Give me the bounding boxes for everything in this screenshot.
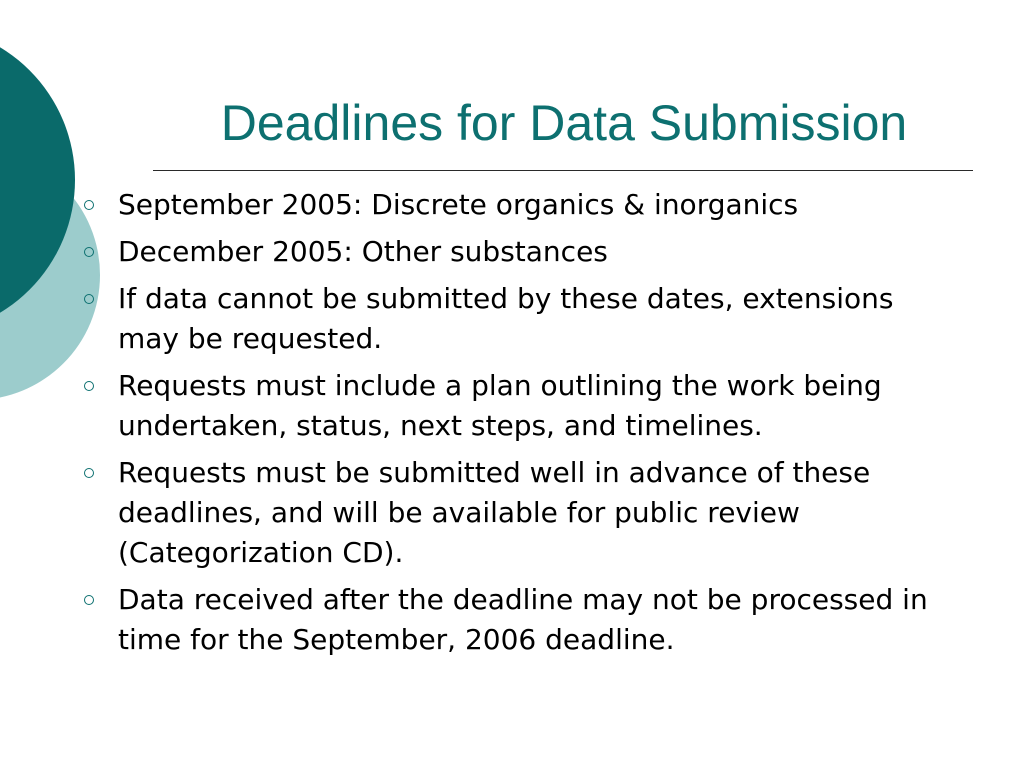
bullet-item: [80, 279, 940, 359]
bullet-item: [80, 580, 940, 660]
bullet-text: September 2005: Discrete organics & inorganics: [118, 188, 799, 221]
bullet-item: [80, 232, 940, 272]
bullet-text: Requests must be submitted well in advance of these deadlines, and will be available for public review (Categorization CD).: [118, 456, 871, 569]
bullet-circle-icon: [84, 247, 94, 257]
bullet-circle-icon: [84, 468, 94, 478]
bullet-text: Data received after the deadline may not be processed in time for the September, 2006 deadline.: [118, 583, 928, 656]
bullet-item: [80, 185, 940, 225]
bullet-circle-icon: [84, 294, 94, 304]
bullet-item: [80, 366, 940, 446]
bullet-circle-icon: [84, 200, 94, 210]
bullet-text: If data cannot be submitted by these dates, extensions may be requested.: [118, 282, 894, 355]
bullet-text: December 2005: Other substances: [118, 235, 608, 268]
bullet-item: [80, 453, 940, 573]
title-divider: [153, 170, 973, 171]
bullet-circle-icon: [84, 381, 94, 391]
bullet-text: Requests must include a plan outlining the work being undertaken, status, next steps, and timelines.: [118, 369, 882, 442]
bullet-circle-icon: [84, 595, 94, 605]
bullet-list: [80, 185, 940, 667]
slide-title: Deadlines for Data Submission: [220, 95, 908, 151]
